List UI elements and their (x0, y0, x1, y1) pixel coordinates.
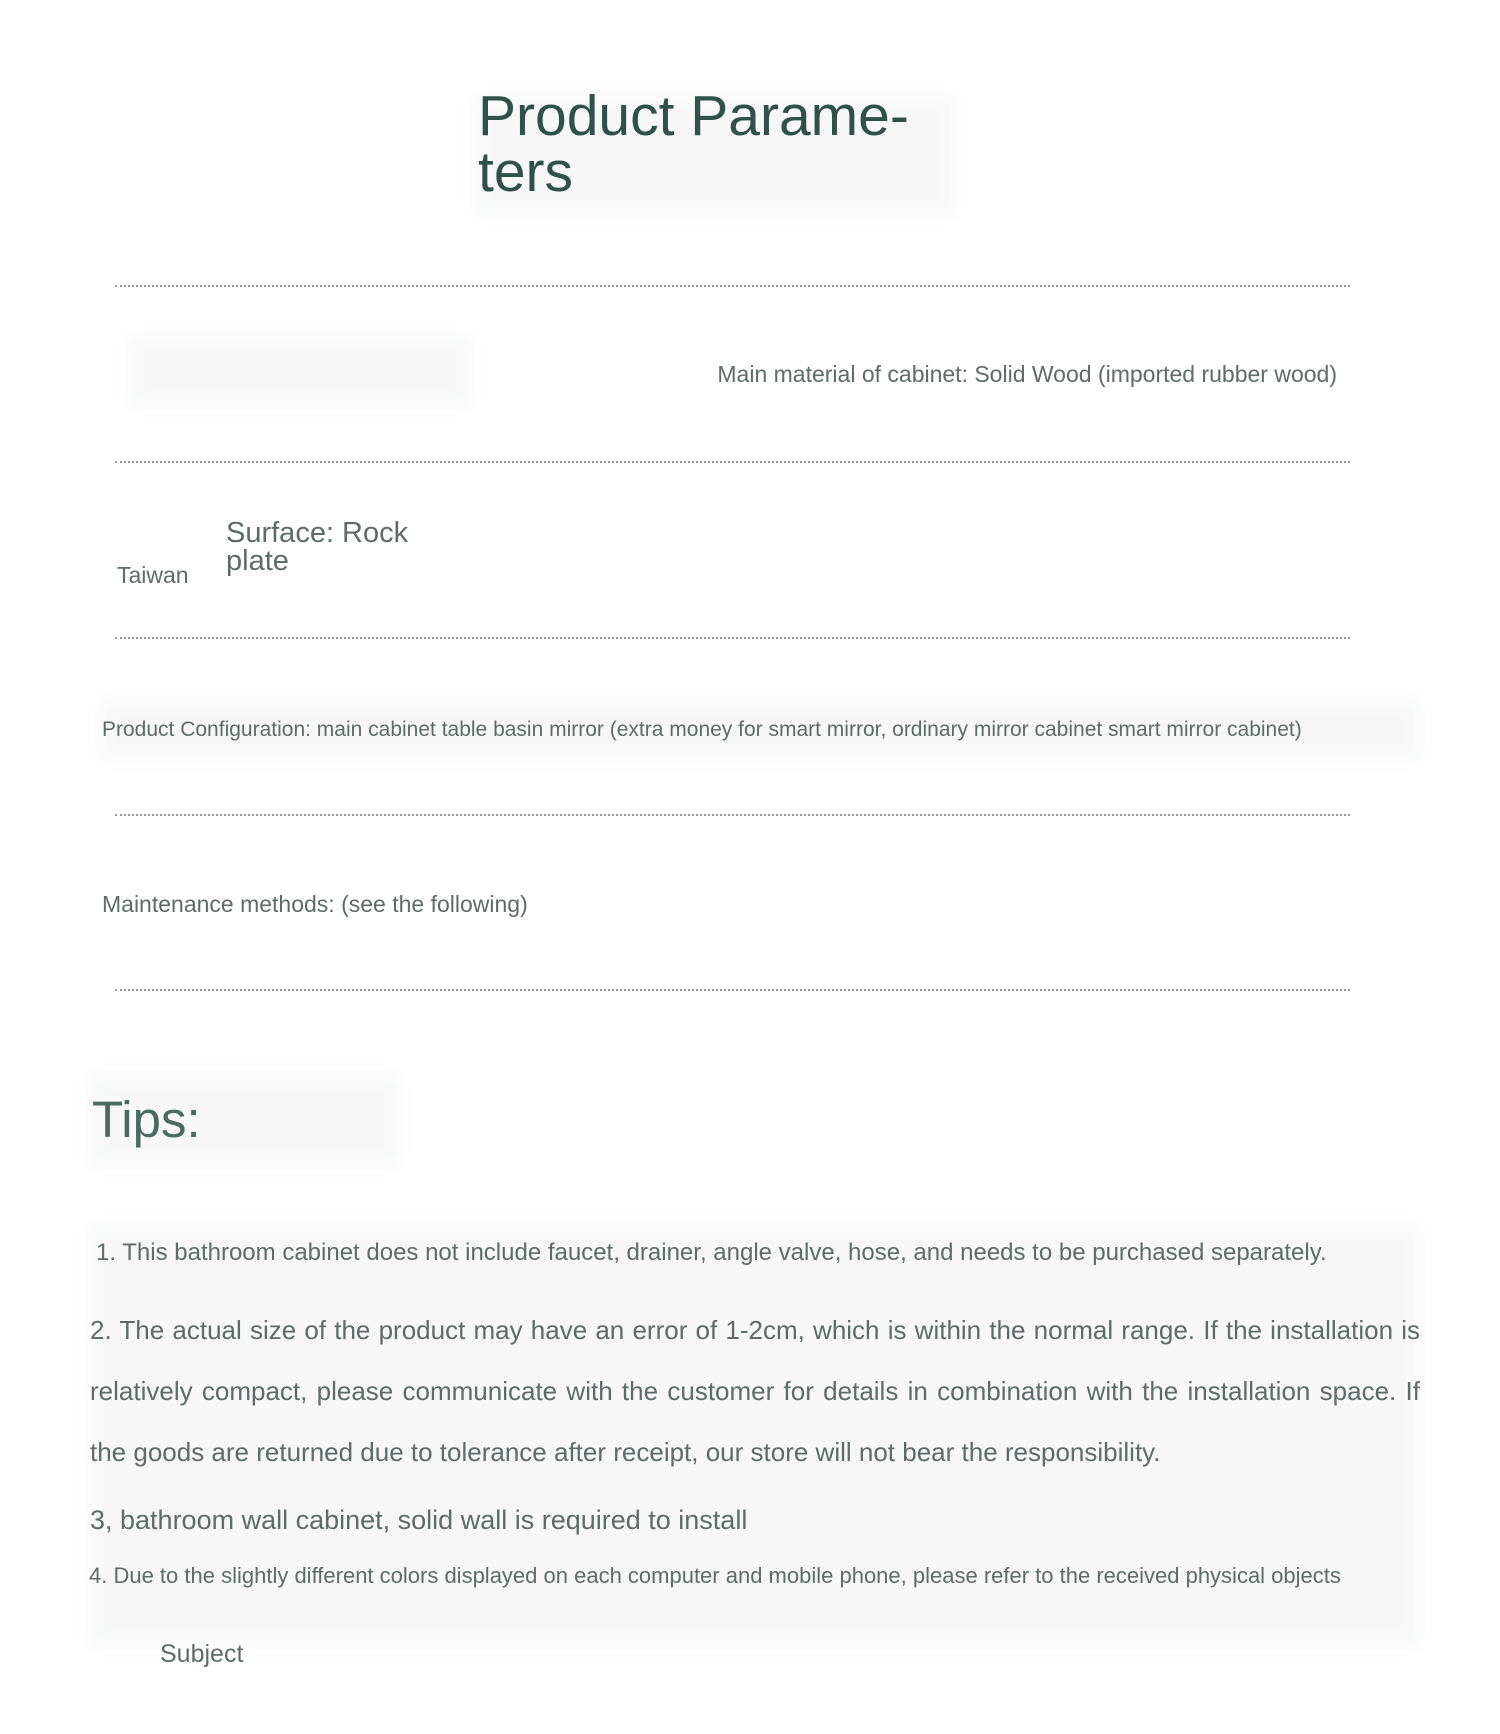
main-material-text: Main material of cabinet: Solid Wood (imported rubber wood) (717, 361, 1337, 387)
divider (115, 285, 1350, 287)
tip-item: 4. Due to the slightly different colors displayed on each computer and mobile phone, please refer to the received physical objects (89, 1563, 1341, 1588)
divider (115, 461, 1350, 463)
tips-heading: Tips: (92, 1091, 201, 1148)
background-haze (130, 335, 470, 405)
divider (115, 814, 1350, 816)
page-title: Product Parame- ters (478, 84, 909, 204)
divider (115, 989, 1350, 991)
maintenance-text: Maintenance methods: (see the following) (102, 891, 528, 917)
configuration-text: Product Configuration: main cabinet table basin mirror (extra money for smart mirror, ordinary mirror cabinet smart mirror cabinet) (102, 718, 1302, 741)
tip-item: 3, bathroom wall cabinet, solid wall is required to install (90, 1505, 748, 1535)
origin-text: Taiwan (117, 562, 189, 588)
tip-item: 1. This bathroom cabinet does not include faucet, drainer, angle valve, hose, and needs to be purchased separately. (96, 1239, 1327, 1266)
divider (115, 637, 1350, 639)
surface-text: Surface: Rock plate (226, 517, 409, 577)
subject-label: Subject (160, 1640, 244, 1668)
tip-item: 2. The actual size of the product may have an error of 1-2cm, which is within the normal range. If the installation is relatively compact, please communicate with the customer for details in combination with the installation space. If the goods are returned due to tolerance after receipt, our store will not bear the responsibility. (90, 1315, 1420, 1467)
